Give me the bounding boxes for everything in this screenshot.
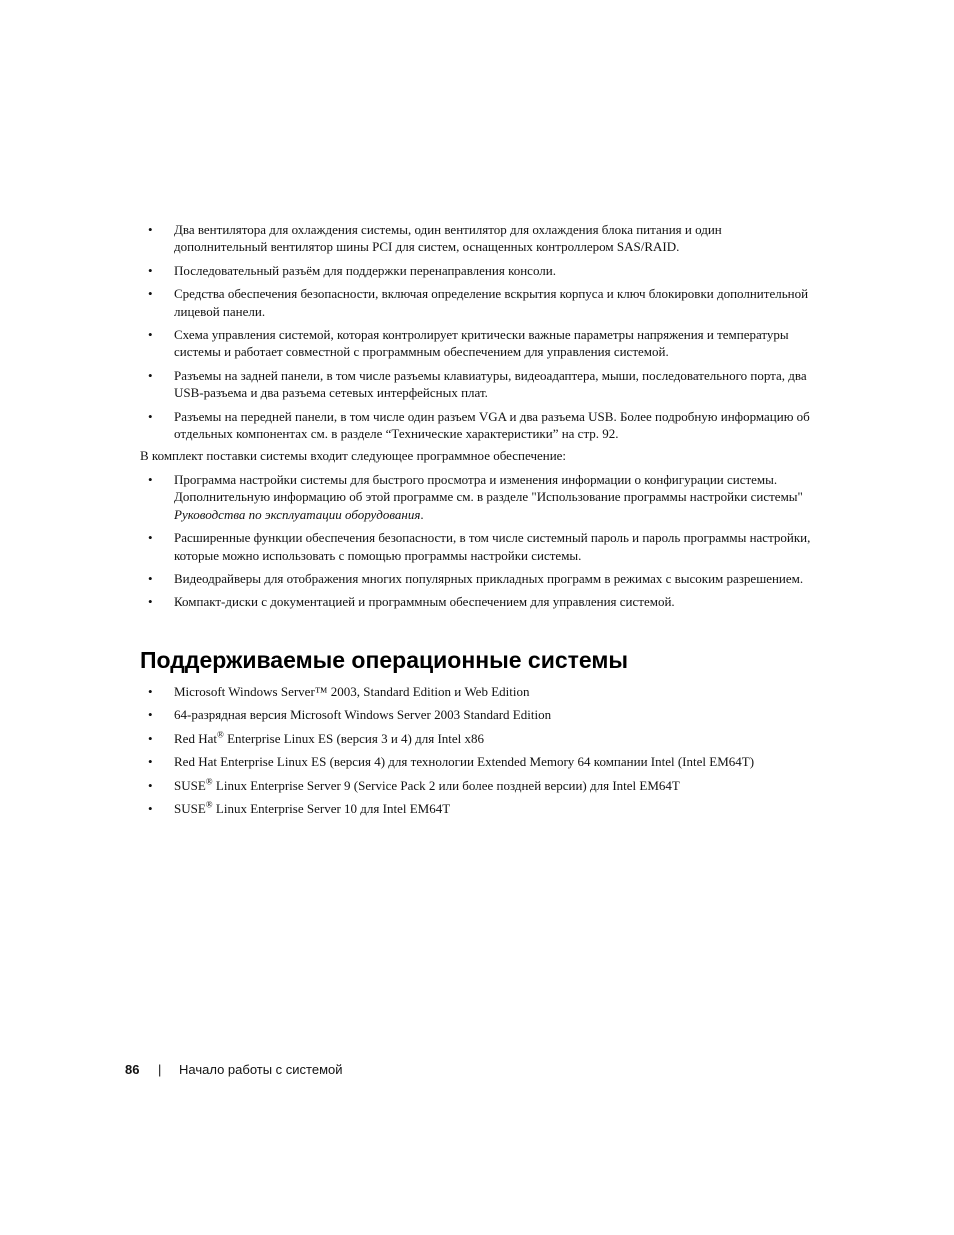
page-number: 86 [125,1062,140,1077]
bullet-icon: • [148,408,153,424]
list-item: • Схема управления системой, которая контролирует критически важные параметры напряжения и температуры системы и работает совместной с программным обеспечением для управления системой. [148,327,789,360]
bullet-icon: • [148,327,153,343]
list-item: • 64-разрядная версия Microsoft Windows Server 2003 Standard Edition [148,707,552,723]
bullet-icon: • [148,262,153,278]
list-item: • Средства обеспечения безопасности, включая определение вскрытия корпуса и ключ блокировки дополнительной лицевой панели. [148,286,809,319]
bullet-icon: • [148,730,153,746]
software-intro: В комплект поставки системы входит следующее программное обеспечение: [140,448,567,463]
registered-mark: ® [205,799,213,810]
footer-title: Начало работы с системой [179,1062,343,1077]
software-list [148,471,818,617]
list-item: • SUSE® Linux Enterprise Server 9 (Service Pack 2 или более поздней версии) для Intel EM64T [148,776,680,793]
list-item: • Видеодрайверы для отображения многих популярных прикладных программ в режимах с высоким разрешением. [148,571,804,587]
footer-separator: | [158,1062,162,1077]
bullet-icon: • [148,707,153,723]
list-item: • Microsoft Windows Server™ 2003, Standard Edition и Web Edition [148,684,530,699]
guide-title: Руководства по эксплуатации оборудования [174,506,421,522]
bullet-icon: • [148,286,153,302]
bullet-icon: • [148,594,153,610]
registered-mark: ® [205,776,213,787]
bullet-icon: • [148,571,153,587]
list-item: • Два вентилятора для охлаждения системы, один вентилятор для охлаждения блока питания и один дополнительный вентилятор шины PCI для систем, оснащенных контроллером SAS/RAID. [148,222,722,255]
registered-mark: ® [216,729,224,740]
list-item: • Программа настройки системы для быстрого просмотра и изменения информации о конфигурации системы. Дополнительную информацию об этой программе см. в разделе "Использование программы настройки системы" Руководства по эксплуатации оборудования. [148,472,803,522]
list-item: • SUSE® Linux Enterprise Server 10 для Intel EM64T [148,799,451,817]
section-heading: Поддерживаемые операционные системы [140,647,629,673]
bullet-icon: • [148,684,153,699]
bullet-icon: • [148,367,153,383]
bullet-icon: • [148,754,153,770]
list-item: • Последовательный разъём для поддержки перенаправления консоли. [148,262,556,278]
bullet-icon: • [148,530,153,546]
bullet-icon: • [148,472,153,487]
bullet-icon: • [148,777,153,793]
features-list [148,221,818,448]
list-item: • Red Hat Enterprise Linux ES (версия 4) для технологии Extended Memory 64 компании Intel (Intel EM64T) [148,754,755,770]
os-list [148,683,818,823]
list-item: • Разъемы на передней панели, в том числе один разъем VGA и два разъема USB. Более подробную информацию об отдельных компонентах см. в разделе “Технические характеристики” на стр. 92. [148,408,810,442]
list-item: • Компакт-диски с документацией и программным обеспечением для управления системой. [148,594,675,610]
bullet-icon: • [148,222,153,237]
list-item: • Red Hat® Enterprise Linux ES (версия 3 и 4) для Intel x86 [148,729,485,746]
list-item: • Разъемы на задней панели, в том числе разъемы клавиатуры, видеоадаптера, мыши, последовательного порта, два USB-разъема и два разъема сетевых интерфейсных плат. [148,367,807,401]
bullet-icon: • [148,801,153,817]
list-item: • Расширенные функции обеспечения безопасности, в том числе системный пароль и пароль программы настройки, которые можно использовать с помощью программы настройки системы. [148,530,811,563]
